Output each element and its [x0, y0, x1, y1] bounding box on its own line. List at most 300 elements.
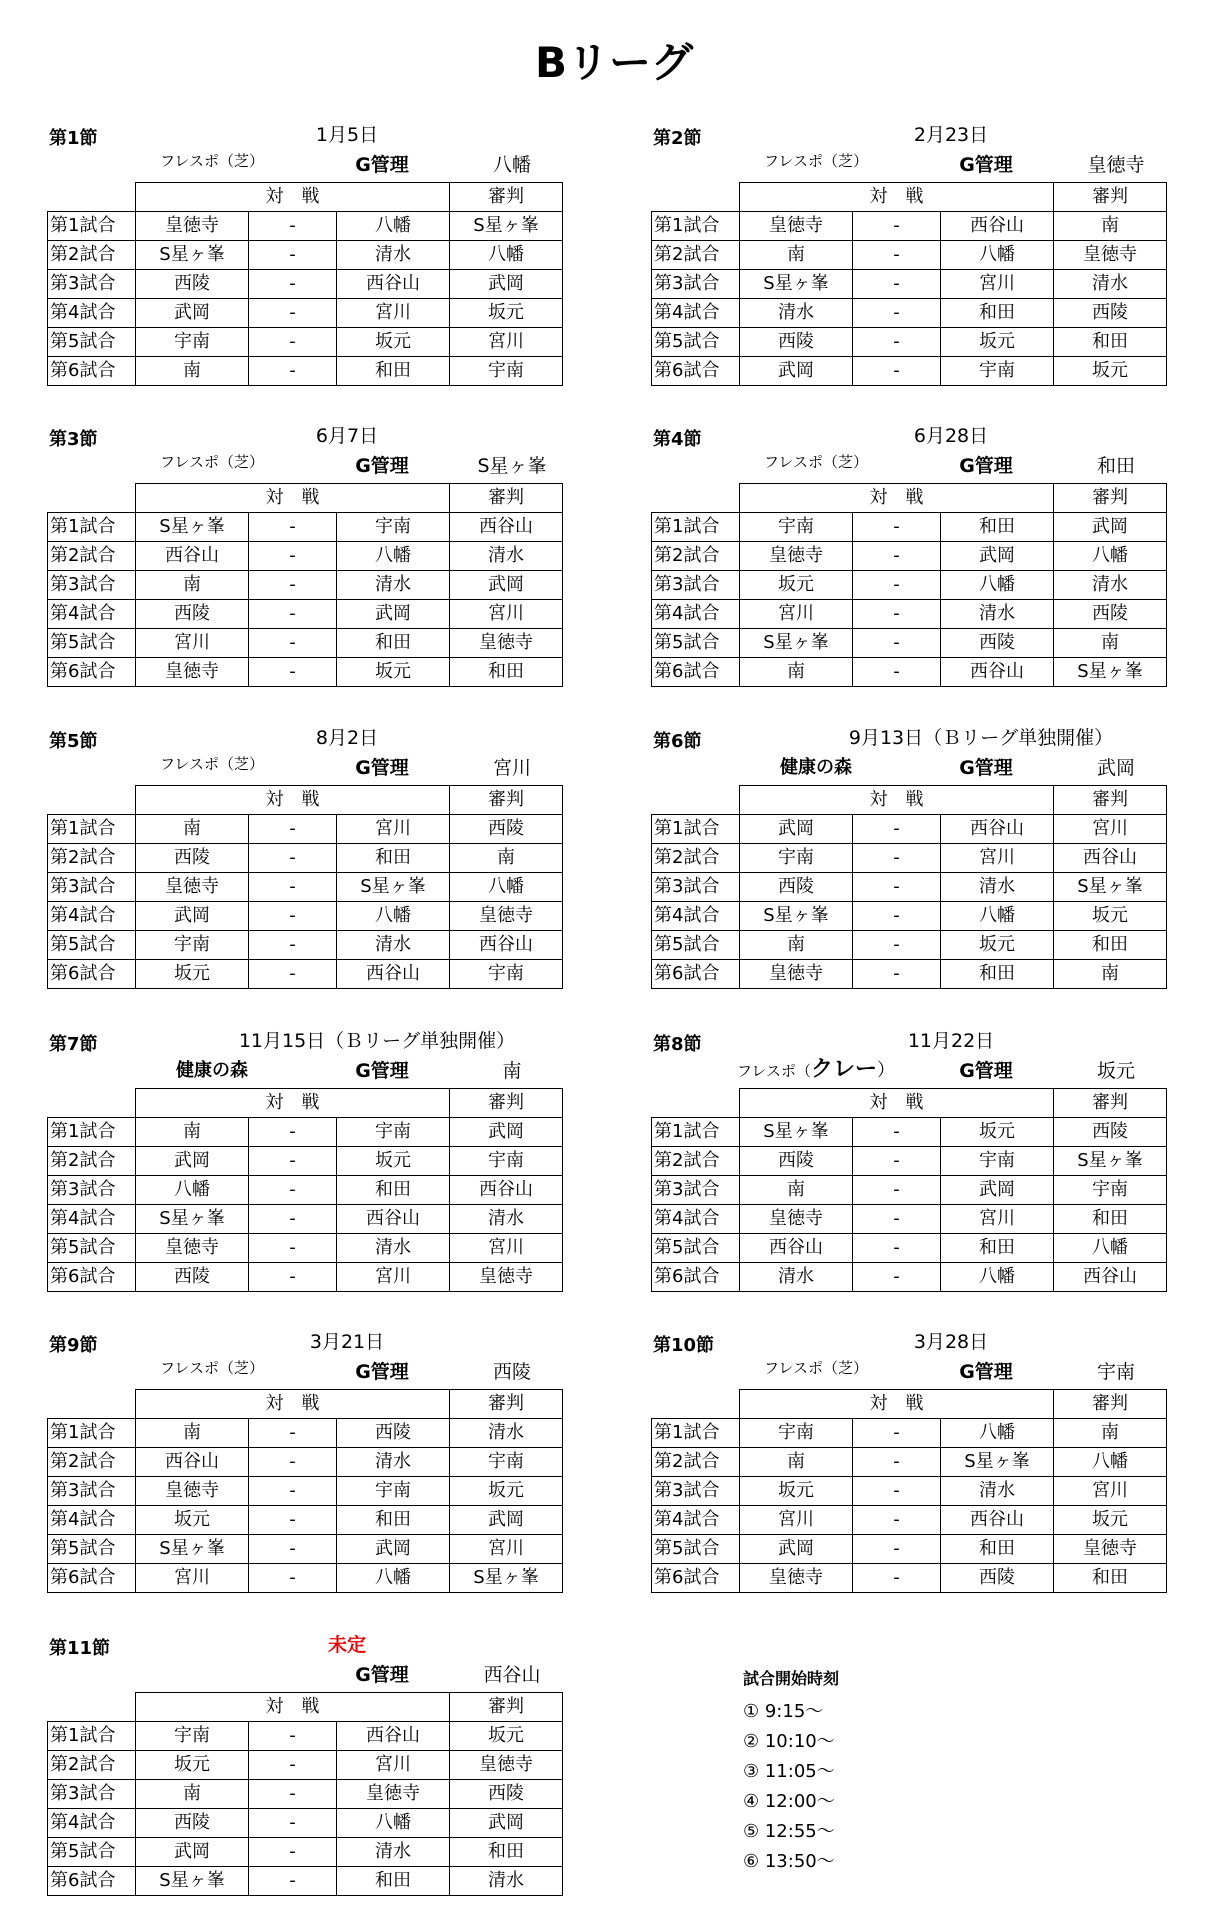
schedule-table — [47, 1692, 563, 1896]
away-team: 坂元 — [941, 328, 1054, 357]
away-team: 西陵 — [941, 1564, 1054, 1593]
match-number: 第2試合 — [652, 1147, 740, 1176]
g-kanri-team: 西谷山 — [483, 1664, 541, 1686]
referee-team: 和田 — [1054, 328, 1167, 357]
table-row — [652, 1263, 1167, 1292]
table-row — [48, 212, 563, 241]
referee-team: 皇徳寺 — [450, 1751, 563, 1780]
table-row — [48, 1751, 563, 1780]
away-team: 八幡 — [941, 902, 1054, 931]
g-kanri-label: G管理 — [959, 1060, 1013, 1082]
vs-separator: - — [249, 212, 337, 241]
home-team: 武岡 — [136, 1838, 249, 1867]
referee-team: 坂元 — [1054, 357, 1167, 386]
table-row — [48, 1118, 563, 1147]
away-team: 宮川 — [941, 844, 1054, 873]
referee-header: 審判 — [1054, 183, 1167, 212]
match-number: 第6試合 — [48, 960, 136, 989]
table-row — [48, 600, 563, 629]
referee-header: 審判 — [1054, 1390, 1167, 1419]
vs-separator: - — [853, 212, 941, 241]
referee-team: 宇南 — [450, 1147, 563, 1176]
match-number: 第2試合 — [652, 844, 740, 873]
vs-separator: - — [249, 815, 337, 844]
vs-separator: - — [853, 1234, 941, 1263]
vs-separator: - — [249, 1751, 337, 1780]
match-number: 第5試合 — [48, 629, 136, 658]
table-row — [48, 328, 563, 357]
table-header-row — [48, 484, 563, 513]
home-team: S星ヶ峯 — [740, 902, 853, 931]
home-team: S星ヶ峯 — [136, 241, 249, 270]
referee-team: 清水 — [450, 542, 563, 571]
table-row — [652, 931, 1167, 960]
referee-team: 八幡 — [1054, 1234, 1167, 1263]
vs-separator: - — [853, 1477, 941, 1506]
schedule-table — [651, 182, 1167, 386]
match-number: 第1試合 — [48, 1419, 136, 1448]
home-team: 南 — [136, 571, 249, 600]
away-team: 和田 — [337, 1867, 450, 1896]
vs-separator: - — [853, 328, 941, 357]
g-kanri-team: 坂元 — [1096, 1060, 1135, 1082]
away-team: 宮川 — [337, 815, 450, 844]
referee-team: 宇南 — [1054, 1176, 1167, 1205]
vs-separator: - — [853, 1448, 941, 1477]
home-team: 宇南 — [136, 931, 249, 960]
away-team: 宮川 — [941, 270, 1054, 299]
match-number: 第6試合 — [652, 1564, 740, 1593]
match-number: 第4試合 — [48, 299, 136, 328]
table-row — [652, 629, 1167, 658]
away-team: 八幡 — [337, 1564, 450, 1593]
away-team: 武岡 — [941, 542, 1054, 571]
referee-header: 審判 — [1054, 484, 1167, 513]
match-number: 第3試合 — [48, 571, 136, 600]
referee-team: 南 — [1054, 212, 1167, 241]
match-number: 第1試合 — [48, 513, 136, 542]
home-team: 皇徳寺 — [136, 1477, 249, 1506]
blank-cell — [652, 484, 740, 513]
schedule-table — [47, 483, 563, 687]
referee-team: 南 — [450, 844, 563, 873]
match-number: 第6試合 — [652, 960, 740, 989]
away-team: 八幡 — [337, 542, 450, 571]
match-number: 第3試合 — [48, 270, 136, 299]
match-number: 第4試合 — [48, 1506, 136, 1535]
away-team: 皇徳寺 — [337, 1780, 450, 1809]
vs-separator: - — [249, 600, 337, 629]
start-time-item: ④ 12:00～ — [743, 1791, 835, 1812]
away-team: 清水 — [337, 241, 450, 270]
referee-team: 清水 — [450, 1419, 563, 1448]
away-team: 西谷山 — [337, 270, 450, 299]
round-date: 11月15日（Ｂリーグ単独開催） — [238, 1030, 516, 1052]
table-row — [48, 542, 563, 571]
referee-team: 西谷山 — [450, 1176, 563, 1205]
referee-team: 皇徳寺 — [1054, 1535, 1167, 1564]
table-row — [652, 1477, 1167, 1506]
away-team: 八幡 — [337, 212, 450, 241]
schedule-table — [651, 483, 1167, 687]
match-number: 第4試合 — [652, 902, 740, 931]
table-row — [48, 1205, 563, 1234]
away-team: 和田 — [941, 1535, 1054, 1564]
match-number: 第5試合 — [48, 931, 136, 960]
g-kanri-team: 南 — [502, 1060, 522, 1082]
referee-team: 宮川 — [450, 1535, 563, 1564]
table-row — [652, 1564, 1167, 1593]
round-label: 第9節 — [49, 1335, 98, 1356]
vs-separator: - — [249, 1535, 337, 1564]
referee-header: 審判 — [450, 1693, 563, 1722]
match-number: 第1試合 — [48, 1722, 136, 1751]
match-number: 第4試合 — [652, 1205, 740, 1234]
table-row — [652, 542, 1167, 571]
vs-separator: - — [249, 658, 337, 687]
venue: フレスポ（芝） — [160, 152, 264, 170]
home-team: 皇徳寺 — [136, 873, 249, 902]
home-team: 西陵 — [136, 1263, 249, 1292]
table-row — [652, 1176, 1167, 1205]
home-team: 宮川 — [136, 629, 249, 658]
home-team: S星ヶ峯 — [136, 513, 249, 542]
referee-team: S星ヶ峯 — [450, 212, 563, 241]
home-team: 宮川 — [740, 600, 853, 629]
table-row — [652, 815, 1167, 844]
referee-team: 清水 — [450, 1205, 563, 1234]
table-row — [652, 873, 1167, 902]
g-kanri-team: 皇徳寺 — [1087, 154, 1145, 176]
match-number: 第5試合 — [652, 1234, 740, 1263]
table-row — [652, 600, 1167, 629]
home-team: 西陵 — [136, 600, 249, 629]
vs-header: 対 戦 — [136, 1693, 450, 1722]
match-number: 第3試合 — [652, 1176, 740, 1205]
table-header-row — [652, 1089, 1167, 1118]
home-team: 皇徳寺 — [740, 960, 853, 989]
away-team: 和田 — [941, 1234, 1054, 1263]
away-team: 宮川 — [337, 1263, 450, 1292]
referee-team: 八幡 — [1054, 1448, 1167, 1477]
referee-team: 武岡 — [450, 571, 563, 600]
match-number: 第3試合 — [48, 873, 136, 902]
table-row — [48, 1176, 563, 1205]
vs-separator: - — [249, 1118, 337, 1147]
away-team: 八幡 — [337, 902, 450, 931]
referee-team: 和田 — [1054, 931, 1167, 960]
table-row — [652, 1419, 1167, 1448]
referee-team: 八幡 — [1054, 542, 1167, 571]
match-number: 第4試合 — [652, 299, 740, 328]
referee-team: 武岡 — [1054, 513, 1167, 542]
g-kanri-label: G管理 — [355, 154, 409, 176]
table-row — [48, 815, 563, 844]
venue: フレスポ（芝） — [160, 755, 264, 773]
table-row — [48, 1477, 563, 1506]
away-team: 清水 — [941, 1477, 1054, 1506]
referee-team: 西谷山 — [450, 931, 563, 960]
home-team: 南 — [136, 1780, 249, 1809]
away-team: 清水 — [337, 571, 450, 600]
vs-separator: - — [853, 241, 941, 270]
home-team: 南 — [740, 241, 853, 270]
venue: フレスポ（芝） — [160, 453, 264, 471]
home-team: 坂元 — [136, 1506, 249, 1535]
venue: フレスポ（芝） — [764, 152, 868, 170]
referee-team: S星ヶ峯 — [1054, 873, 1167, 902]
table-row — [652, 299, 1167, 328]
referee-team: 八幡 — [450, 873, 563, 902]
match-number: 第4試合 — [48, 600, 136, 629]
home-team: S星ヶ峯 — [136, 1535, 249, 1564]
table-row — [48, 1419, 563, 1448]
away-team: 宮川 — [337, 1751, 450, 1780]
home-team: 皇徳寺 — [740, 1564, 853, 1593]
match-number: 第4試合 — [48, 1809, 136, 1838]
g-kanri-label: G管理 — [355, 1060, 409, 1082]
referee-team: 南 — [1054, 629, 1167, 658]
vs-separator: - — [249, 1780, 337, 1809]
table-row — [48, 1564, 563, 1593]
g-kanri-label: G管理 — [355, 1664, 409, 1686]
g-kanri-team: 八幡 — [492, 154, 531, 176]
match-number: 第1試合 — [652, 1118, 740, 1147]
home-team: S星ヶ峯 — [740, 1118, 853, 1147]
referee-header: 審判 — [450, 1390, 563, 1419]
referee-team: 和田 — [450, 1838, 563, 1867]
round-label: 第10節 — [653, 1335, 715, 1356]
table-row — [48, 241, 563, 270]
away-team: 八幡 — [941, 571, 1054, 600]
referee-team: 和田 — [1054, 1205, 1167, 1234]
table-row — [48, 1263, 563, 1292]
referee-team: 西陵 — [1054, 600, 1167, 629]
table-row — [48, 1722, 563, 1751]
away-team: 和田 — [337, 629, 450, 658]
table-row — [652, 1535, 1167, 1564]
start-time-item: ② 10:10～ — [743, 1731, 835, 1752]
referee-header: 審判 — [450, 183, 563, 212]
vs-separator: - — [249, 1506, 337, 1535]
away-team: 坂元 — [337, 328, 450, 357]
away-team: 宮川 — [941, 1205, 1054, 1234]
venue: フレスポ（芝） — [764, 453, 868, 471]
match-number: 第6試合 — [48, 1867, 136, 1896]
home-team: 武岡 — [136, 1147, 249, 1176]
away-team: 西陵 — [337, 1419, 450, 1448]
referee-team: 清水 — [1054, 571, 1167, 600]
vs-separator: - — [249, 1147, 337, 1176]
referee-team: S星ヶ峯 — [450, 1564, 563, 1593]
match-number: 第5試合 — [48, 1234, 136, 1263]
away-team: 八幡 — [941, 1263, 1054, 1292]
away-team: 西谷山 — [941, 212, 1054, 241]
table-row — [652, 357, 1167, 386]
referee-team: 坂元 — [450, 299, 563, 328]
referee-header: 審判 — [450, 1089, 563, 1118]
home-team: 武岡 — [740, 815, 853, 844]
table-row — [48, 931, 563, 960]
vs-separator: - — [853, 815, 941, 844]
away-team: 坂元 — [941, 1118, 1054, 1147]
away-team: 武岡 — [337, 600, 450, 629]
vs-separator: - — [853, 1147, 941, 1176]
vs-separator: - — [853, 600, 941, 629]
home-team: 西谷山 — [136, 1448, 249, 1477]
home-team: 西陵 — [136, 1809, 249, 1838]
table-row — [652, 1147, 1167, 1176]
vs-separator: - — [249, 299, 337, 328]
vs-separator: - — [853, 299, 941, 328]
home-team: 武岡 — [740, 1535, 853, 1564]
table-row — [48, 902, 563, 931]
match-number: 第6試合 — [48, 1564, 136, 1593]
referee-team: 宮川 — [450, 600, 563, 629]
table-row — [48, 1535, 563, 1564]
match-number: 第2試合 — [652, 542, 740, 571]
round-date: 6月28日 — [913, 425, 989, 447]
vs-separator: - — [853, 1205, 941, 1234]
match-number: 第2試合 — [652, 1448, 740, 1477]
venue-surface: クレー — [810, 1057, 877, 1082]
schedule-table — [47, 1088, 563, 1292]
blank-cell — [48, 1390, 136, 1419]
match-number: 第3試合 — [652, 270, 740, 299]
table-header-row — [652, 183, 1167, 212]
table-row — [48, 658, 563, 687]
home-team: 坂元 — [136, 1751, 249, 1780]
vs-separator: - — [249, 960, 337, 989]
table-row — [652, 571, 1167, 600]
round-label: 第4節 — [653, 429, 702, 450]
match-number: 第1試合 — [48, 815, 136, 844]
away-team: 清水 — [941, 873, 1054, 902]
vs-separator: - — [249, 513, 337, 542]
match-number: 第1試合 — [652, 815, 740, 844]
g-kanri-team: 宇南 — [1096, 1361, 1135, 1383]
table-row — [652, 1118, 1167, 1147]
table-row — [652, 902, 1167, 931]
venue: 健康の森 — [176, 1060, 248, 1081]
vs-separator: - — [853, 902, 941, 931]
home-team: 西陵 — [740, 328, 853, 357]
venue-suffix: ） — [876, 1060, 895, 1081]
referee-team: 皇徳寺 — [450, 629, 563, 658]
match-number: 第1試合 — [48, 1118, 136, 1147]
match-number: 第6試合 — [48, 658, 136, 687]
home-team: 八幡 — [136, 1176, 249, 1205]
vs-separator: - — [249, 629, 337, 658]
table-header-row — [652, 1390, 1167, 1419]
venue: 健康の森 — [780, 757, 852, 778]
home-team: 南 — [740, 1176, 853, 1205]
home-team: 皇徳寺 — [136, 658, 249, 687]
home-team: 皇徳寺 — [740, 212, 853, 241]
table-row — [652, 658, 1167, 687]
referee-team: 西谷山 — [450, 513, 563, 542]
schedule-table — [47, 1389, 563, 1593]
vs-separator: - — [249, 873, 337, 902]
referee-team: 南 — [1054, 1419, 1167, 1448]
table-row — [48, 1234, 563, 1263]
home-team: S星ヶ峯 — [740, 629, 853, 658]
start-time-item: ⑤ 12:55～ — [743, 1821, 835, 1842]
referee-team: 皇徳寺 — [1054, 241, 1167, 270]
table-row — [652, 270, 1167, 299]
referee-team: 西谷山 — [1054, 844, 1167, 873]
referee-team: 和田 — [1054, 1564, 1167, 1593]
table-row — [48, 357, 563, 386]
vs-separator: - — [249, 1234, 337, 1263]
table-row — [48, 873, 563, 902]
home-team: 南 — [136, 357, 249, 386]
referee-team: 八幡 — [450, 241, 563, 270]
round-date: 1月5日 — [315, 124, 379, 146]
table-row — [48, 1780, 563, 1809]
away-team: 西谷山 — [941, 1506, 1054, 1535]
vs-header: 対 戦 — [136, 1089, 450, 1118]
round-date-tbd: 未定 — [327, 1634, 366, 1656]
referee-team: 坂元 — [1054, 1506, 1167, 1535]
round-date: 6月7日 — [315, 425, 379, 447]
blank-cell — [48, 786, 136, 815]
match-number: 第6試合 — [48, 357, 136, 386]
vs-header: 対 戦 — [136, 1390, 450, 1419]
table-row — [48, 629, 563, 658]
page-title: Bリーグ — [534, 38, 693, 87]
g-kanri-label: G管理 — [959, 455, 1013, 477]
home-team: 武岡 — [136, 299, 249, 328]
home-team: 西陵 — [136, 270, 249, 299]
start-times-title: 試合開始時刻 — [743, 1669, 840, 1688]
table-row — [48, 1506, 563, 1535]
away-team: 西谷山 — [337, 1722, 450, 1751]
referee-team: 宮川 — [450, 1234, 563, 1263]
table-row — [48, 1147, 563, 1176]
table-row — [652, 960, 1167, 989]
home-team: 清水 — [740, 299, 853, 328]
vs-separator: - — [249, 1867, 337, 1896]
home-team: 宇南 — [740, 1419, 853, 1448]
home-team: 皇徳寺 — [740, 542, 853, 571]
home-team: S星ヶ峯 — [136, 1867, 249, 1896]
away-team: 宮川 — [337, 299, 450, 328]
round-date: 8月2日 — [315, 727, 379, 749]
home-team: 武岡 — [740, 357, 853, 386]
match-number: 第6試合 — [48, 1263, 136, 1292]
match-number: 第1試合 — [652, 212, 740, 241]
referee-team: 武岡 — [450, 270, 563, 299]
schedule-table — [651, 1389, 1167, 1593]
vs-separator: - — [249, 1564, 337, 1593]
away-team: 八幡 — [337, 1809, 450, 1838]
referee-team: S星ヶ峯 — [1054, 1147, 1167, 1176]
vs-header: 対 戦 — [740, 1390, 1054, 1419]
home-team: 西陵 — [740, 1147, 853, 1176]
vs-separator: - — [853, 1118, 941, 1147]
away-team: 西谷山 — [337, 1205, 450, 1234]
table-row — [48, 513, 563, 542]
vs-separator: - — [249, 1205, 337, 1234]
home-team: 宇南 — [136, 328, 249, 357]
match-number: 第3試合 — [652, 1477, 740, 1506]
home-team: 南 — [136, 1118, 249, 1147]
referee-team: 西陵 — [450, 1780, 563, 1809]
referee-team: 清水 — [1054, 270, 1167, 299]
match-number: 第2試合 — [652, 241, 740, 270]
vs-header: 対 戦 — [136, 183, 450, 212]
